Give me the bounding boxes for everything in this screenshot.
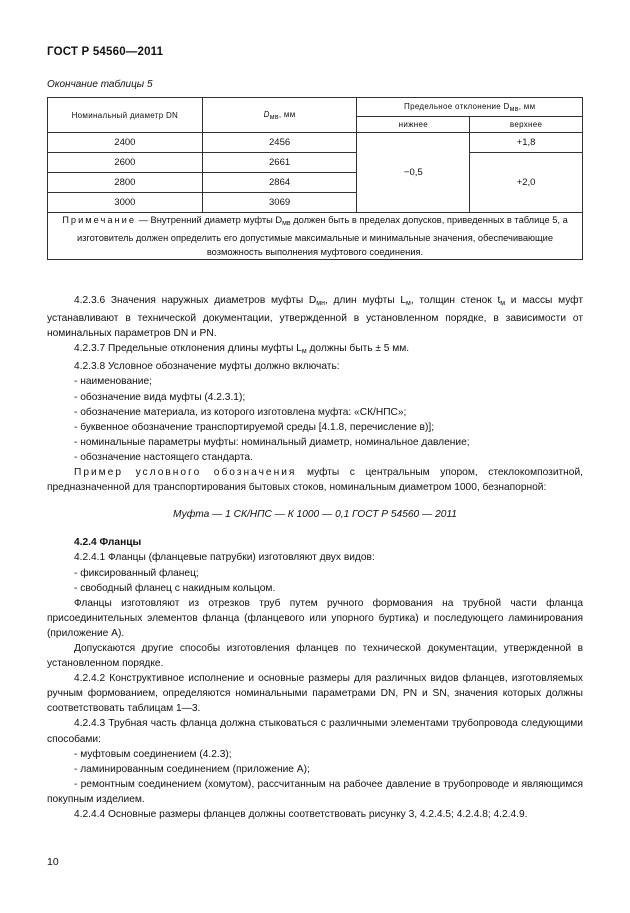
list-item: - буквенное обозначение транспортируемой среды [4.1.8, перечисление в)]; [74,421,435,433]
cell-dn: 2400 [48,133,203,153]
paragraph-4-2-4-1: 4.2.4.1 Фланцы (фланцевые патрубки) изготовляют двух видов: [74,552,375,564]
cell-lower-value: −0,5 [357,133,470,213]
cell-dn: 2600 [48,153,203,173]
col-header-dmv: $D_{мв}$, мм [202,98,357,133]
list-item: - обозначение вида муфты (4.2.3.1); [74,391,246,403]
document-header: ГОСТ Р 54560—2011 [47,46,164,58]
col-header-lower: нижнее [357,117,470,133]
list-item: - ламинированным соединением (приложение А); [74,763,310,775]
table-note: Примечание — Внутренний диаметр муфты $D_{мв}$ должен быть в пределах допусков, приведенных в таблице 5, а изготовитель должен определить его допустимые максимальные и минимальные значения, обеспечивающие возможность выполнения муфтового соединения. [48,213,583,260]
cell-d: 2864 [202,173,357,193]
list-item: - обозначение материала, из которого изготовлена муфта: «СК/НПС»; [74,406,407,418]
list-item: - номинальные параметры муфты: номинальный диаметр, номинальное давление; [74,436,470,448]
body-text [47,293,583,822]
paragraph-4-2-3-8: 4.2.3.8 Условное обозначение муфты должно включать: [74,361,340,373]
cell-d: 2661 [202,153,357,173]
page-number: 10 [47,856,59,868]
list-item: - свободный фланец с накидным кольцом. [74,582,276,594]
example-paragraph: Пример условного обозначения муфты с центральным упором, стеклокомпозитной, предназначенной для транспортирования бытовых стоков, номинальным диаметром 1000, безнапорной: [47,467,583,494]
col-header-deviation: Предельное отклонение $D_{мв}$, мм [357,98,583,117]
paragraph-4-2-3-6: 4.2.3.6 Значения наружных диаметров муфты $D_{мн}$, длин муфты $L_м$, толщин стенок $t_м$ и массы муфт устанавливают в технической документации, утвержденной в установленном порядке, в зависимости от номинальных параметров DN и PN. [47,295,583,340]
paragraph-4-2-4-2: 4.2.4.2 Конструктивное исполнение и основные размеры для различных видов фланцев, изготовляемых ручным формованием, определяются номинальными параметрами DN, PN и SN, значения которых должны соответствовать таблицам 1—3. [47,673,583,715]
cell-dn: 2800 [48,173,203,193]
cell-d: 3069 [202,193,357,213]
list-item: - наименование; [74,376,152,388]
cell-upper-value-1: +1,8 [470,133,583,153]
note-label: Примечание [62,215,137,225]
table-5 [47,97,583,260]
paragraph-4-2-3-7: 4.2.3.7 Предельные отклонения длины муфты $L_м$ должны быть ± 5 мм. [74,343,410,356]
col-header-dn: Номинальный диаметр DN [48,98,203,133]
table-caption: Окончание таблицы 5 [47,79,153,90]
paragraph: Фланцы изготовляют из отрезков труб путем ручного формования на трубной части фланца присоединительных элементов фланца (фланцевого или упорного буртика) и последующего ламинирования (приложение А). [47,597,583,639]
example-label: Пример условного обозначения [74,467,297,479]
section-title: 4.2.4 Фланцы [74,537,142,549]
cell-dn: 3000 [48,193,203,213]
cell-d: 2456 [202,133,357,153]
cell-upper-value-2: +2,0 [470,153,583,213]
list-item: - обозначение настоящего стандарта. [74,451,253,463]
table-row [48,153,583,173]
table-row [48,133,583,153]
paragraph-4-2-4-3: 4.2.4.3 Трубная часть фланца должна стыковаться с различными элементами трубопровода следующими способами: [47,718,583,745]
paragraph: Допускаются другие способы изготовления фланцев по технической документации, утвержденной в установленном порядке. [47,642,583,670]
list-item: - фиксированный фланец; [74,567,199,579]
col-header-upper: верхнее [470,117,583,133]
designation-example: Муфта — 1 СК/НПС — К 1000 — 0,1 ГОСТ Р 54560 — 2011 [173,509,457,521]
list-item: - муфтовым соединением (4.2.3); [74,748,232,760]
list-item: - ремонтным соединением (хомутом), рассчитанным на рабочее давление в трубопроводе и являющимся покупным изделием. [47,778,583,805]
paragraph-4-2-4-4: 4.2.4.4 Основные размеры фланцев должны соответствовать рисунку 3, 4.2.4.5; 4.2.4.8; 4.2.4.9. [74,809,528,820]
